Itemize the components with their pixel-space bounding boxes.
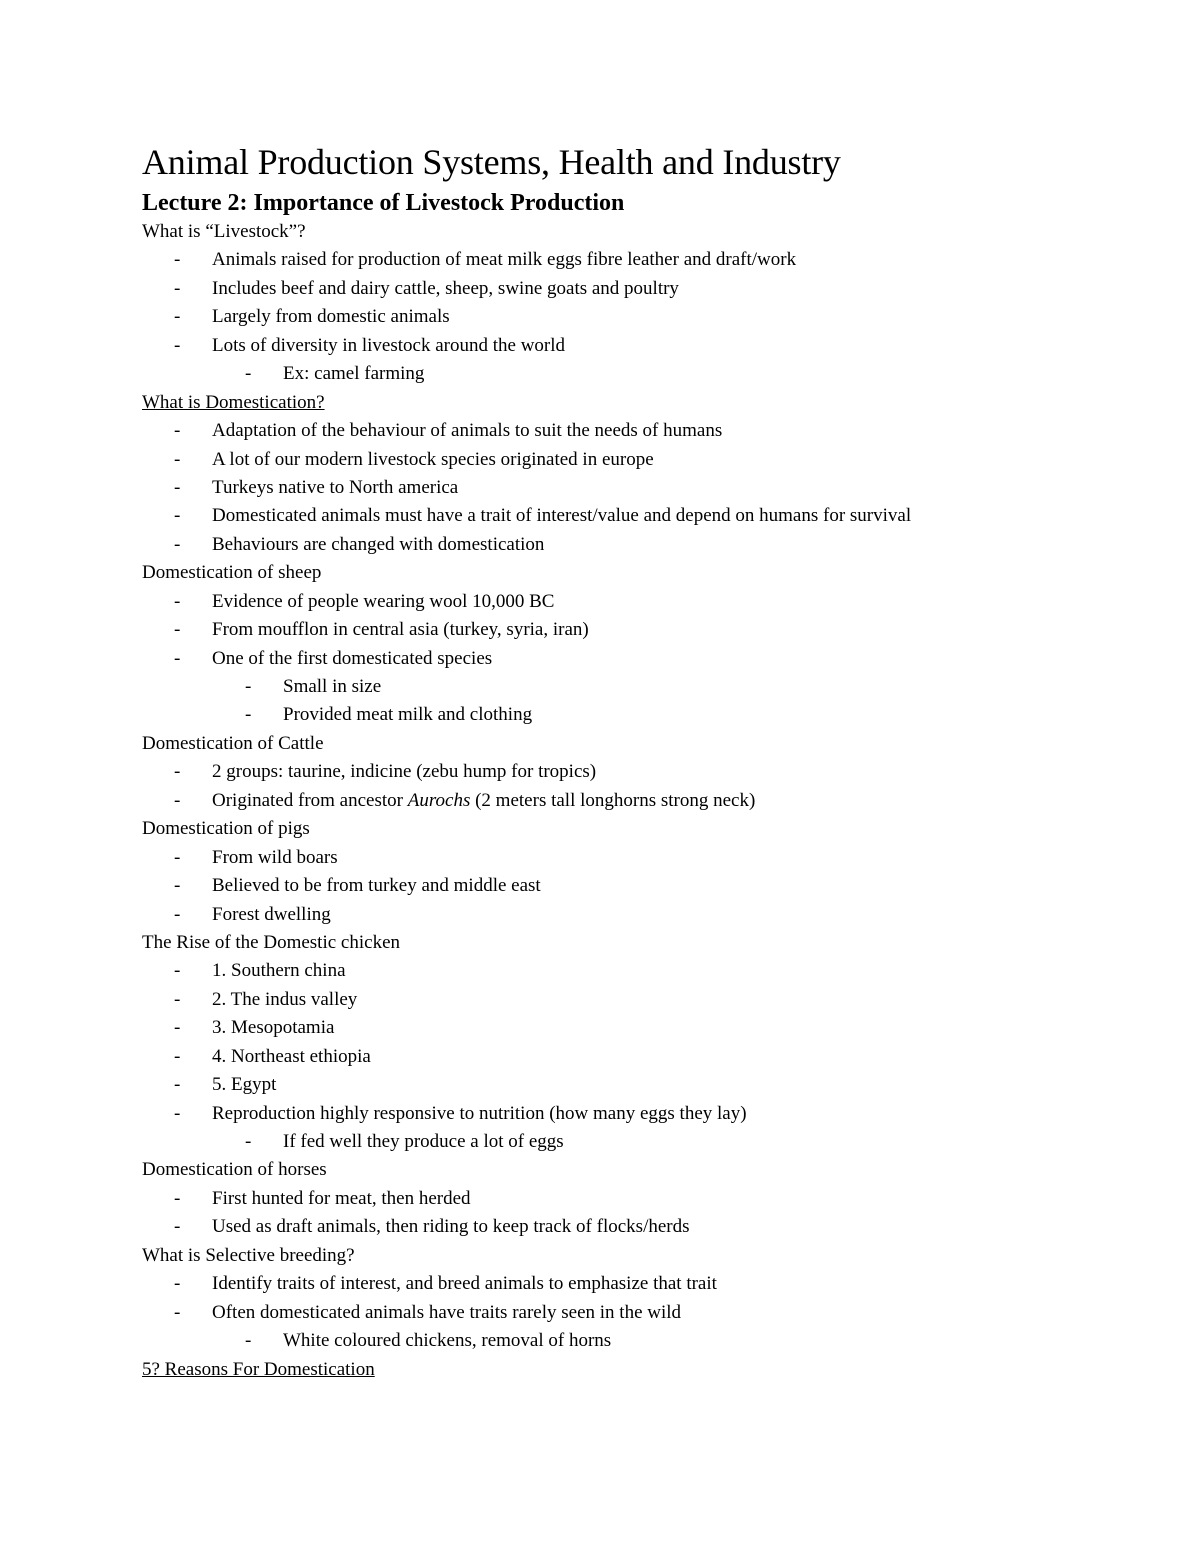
sub-list-item — [142, 1128, 1122, 1156]
list-item-text: First hunted for meat, then herded — [212, 1187, 471, 1209]
section-heading: 5? Reasons For Domestication — [142, 1358, 375, 1380]
bullet-dash: - — [174, 1017, 181, 1039]
bullet-dash: - — [174, 420, 181, 442]
section-heading: Domestication of sheep — [142, 562, 322, 584]
bullet-dash: - — [174, 533, 181, 555]
list-item-text: If fed well they produce a lot of eggs — [283, 1131, 564, 1152]
bullet-dash: - — [174, 1045, 181, 1067]
list-item-text: White coloured chickens, removal of horns — [283, 1330, 612, 1352]
section-heading: Domestication of pigs — [142, 818, 310, 840]
list-item-text: 5. Egypt — [212, 1074, 277, 1096]
list-item-text: Lots of diversity in livestock around the world — [212, 334, 566, 356]
list-item-text: 2 groups: taurine, indicine (zebu hump for tropics) — [212, 761, 597, 783]
list-item — [142, 1213, 1122, 1241]
section-heading: The Rise of the Domestic chicken — [142, 931, 401, 953]
list-item-text: Small in size — [283, 676, 382, 697]
sub-list-item — [142, 673, 1122, 701]
bullet-dash: - — [174, 1187, 181, 1209]
list-item — [142, 1270, 1122, 1298]
list-item-text: Often domesticated animals have traits rarely seen in the wild — [212, 1301, 682, 1323]
list-item-text: Ex: camel farming — [283, 363, 425, 385]
list-item — [142, 616, 1122, 644]
section-heading: What is “Livestock”? — [142, 221, 306, 242]
list-item-text: Turkeys native to North america — [212, 476, 459, 498]
bullet-dash: - — [174, 1102, 181, 1124]
bullet-dash: - — [245, 1330, 252, 1352]
list-item-text: Largely from domestic animals — [212, 306, 450, 328]
bullet-dash: - — [174, 647, 181, 669]
bullet-dash: - — [174, 590, 181, 612]
bullet-dash: - — [174, 1301, 181, 1323]
list-item — [142, 645, 1122, 673]
list-item — [142, 1014, 1122, 1042]
list-item — [142, 957, 1122, 985]
list-item-text: 2. The indus valley — [212, 988, 358, 1010]
bullet-dash: - — [174, 789, 181, 811]
list-item — [142, 1043, 1122, 1071]
section-heading: What is Selective breeding? — [142, 1244, 355, 1266]
section-heading: Domestication of Cattle — [142, 732, 324, 754]
list-item-text: From wild boars — [212, 846, 338, 868]
bullet-dash: - — [174, 1216, 181, 1238]
list-item-text: Adaptation of the behaviour of animals to suit the needs of humans — [212, 420, 723, 442]
list-item — [142, 303, 1122, 331]
bullet-dash: - — [174, 334, 181, 356]
bullet-dash: - — [174, 988, 181, 1010]
list-item-text: Reproduction highly responsive to nutrition (how many eggs they lay) — [212, 1102, 747, 1124]
bullet-dash: - — [174, 761, 181, 783]
list-item-text: Forest dwelling — [212, 903, 331, 925]
list-item-text: Provided meat milk and clothing — [283, 704, 533, 726]
bullet-dash: - — [245, 704, 252, 726]
list-item — [142, 417, 1122, 445]
bullet-dash: - — [174, 875, 181, 897]
list-item — [142, 872, 1122, 900]
list-item — [142, 844, 1122, 872]
list-item — [142, 531, 1122, 559]
bullet-dash: - — [174, 505, 181, 527]
section-heading: Domestication of horses — [142, 1159, 327, 1181]
bullet-dash: - — [174, 903, 181, 925]
list-item-text: Domesticated animals must have a trait of interest/value and depend on humans for survival — [212, 505, 912, 527]
text-segment: Originated from ancestor — [212, 789, 408, 811]
bullet-dash: - — [245, 1131, 252, 1152]
sub-list-item — [142, 1327, 1122, 1355]
sub-list-item — [142, 701, 1122, 729]
bullet-dash: - — [174, 448, 181, 470]
list-item — [142, 1299, 1122, 1327]
list-item-text: Evidence of people wearing wool 10,000 BC — [212, 590, 555, 612]
section-heading: What is Domestication? — [142, 391, 325, 413]
document-page — [142, 140, 1122, 1384]
list-item-text: From moufflon in central asia (turkey, syria, iran) — [212, 619, 589, 641]
bullet-dash: - — [174, 846, 181, 868]
list-item-text: Includes beef and dairy cattle, sheep, swine goats and poultry — [212, 277, 679, 299]
list-item-text: Used as draft animals, then riding to keep track of flocks/herds — [212, 1216, 690, 1238]
list-item — [142, 332, 1122, 360]
list-item-text: Animals raised for production of meat milk eggs fibre leather and draft/work — [212, 249, 797, 271]
bullet-dash: - — [245, 363, 252, 385]
list-item-text: 1. Southern china — [212, 960, 346, 982]
notes-body — [142, 218, 1122, 1384]
list-item-text — [212, 787, 755, 815]
list-item — [142, 1071, 1122, 1099]
bullet-dash: - — [174, 1273, 181, 1295]
list-item — [142, 758, 1122, 786]
list-item — [142, 1100, 1122, 1128]
list-item-text: Believed to be from turkey and middle east — [212, 875, 541, 897]
list-item — [142, 1185, 1122, 1213]
text-segment: (2 meters tall longhorns strong neck) — [470, 789, 756, 811]
list-item-text: Identify traits of interest, and breed animals to emphasize that trait — [212, 1273, 717, 1295]
list-item-text: 4. Northeast ethiopia — [212, 1045, 371, 1067]
bullet-dash: - — [174, 249, 181, 271]
list-item — [142, 901, 1122, 929]
list-item-text: One of the first domesticated species — [212, 647, 493, 669]
bullet-dash: - — [174, 1074, 181, 1096]
list-item-text: A lot of our modern livestock species originated in europe — [212, 448, 654, 470]
lecture-subtitle: Lecture 2: Importance of Livestock Production — [142, 190, 625, 216]
list-item — [142, 787, 1122, 815]
list-item-text: Behaviours are changed with domestication — [212, 533, 545, 555]
list-item — [142, 474, 1122, 502]
bullet-dash: - — [174, 476, 181, 498]
list-item — [142, 986, 1122, 1014]
list-item — [142, 246, 1122, 274]
list-item — [142, 275, 1122, 303]
bullet-dash: - — [174, 277, 181, 299]
list-item — [142, 588, 1122, 616]
bullet-dash: - — [174, 960, 181, 982]
document-title: Animal Production Systems, Health and Industry — [142, 142, 841, 182]
italic-term: Aurochs — [407, 789, 471, 811]
list-item — [142, 446, 1122, 474]
bullet-dash: - — [174, 619, 181, 641]
list-item — [142, 502, 1122, 530]
sub-list-item — [142, 360, 1122, 388]
bullet-dash: - — [245, 676, 252, 697]
list-item-text: 3. Mesopotamia — [212, 1017, 335, 1039]
bullet-dash: - — [174, 306, 181, 328]
